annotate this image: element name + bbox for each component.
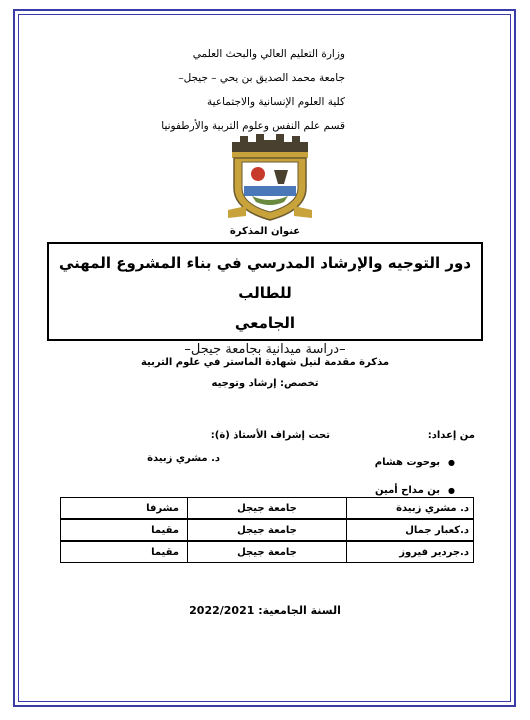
committee-member-name: د. مشري زبيدة [347,498,474,520]
faculty-line: كلية العلوم الإنسانية والاجتماعية [207,96,345,108]
thesis-title-line-2: الجامعي [234,314,296,332]
supervision-label: تحت إشراف الأستاذ (ة): [210,430,330,441]
table-row [61,519,474,541]
committee-member-university: جامعة جيجل [188,519,347,541]
table-row [61,541,474,563]
committee-member-university: جامعة جيجل [188,498,347,520]
bullet-icon: ● [448,458,455,467]
committee-member-role: مقيما [61,519,188,541]
student-name: بن مداح أمين [374,485,441,496]
committee-member-name: د.جردير فيروز [347,541,474,563]
memo-description: مذكرة مقدمة لنيل شهادة الماستر في علوم التربية [140,357,390,368]
thesis-title-line-1: دور التوجيه والإرشاد المدرسي في بناء المشروع المهني للطالب [58,254,472,302]
ministry-line: وزارة التعليم العالي والبحث العلمي [192,48,345,60]
committee-member-university: جامعة جيجل [188,541,347,563]
academic-year: السنة الجامعية: 2022/2021 [189,604,341,617]
committee-table [60,497,474,563]
institution-header [85,42,345,138]
table-row [61,498,474,520]
thesis-title-box [47,242,483,357]
prepared-by-label: من إعداد: [427,430,475,441]
thesis-subtitle: –دراسة ميدانية بجامعة جيجل– [184,342,346,357]
bullet-icon: ● [448,486,455,495]
supervisor-name: د. مشري زبيدة [147,453,220,464]
department-line: قسم علم النفس وعلوم التربية والأرطفونيا [161,120,345,132]
memo-title-label: عنوان المذكرة [229,226,301,237]
university-line: جامعة محمد الصديق بن يحي – جيجل– [178,72,345,84]
committee-member-role: مقيما [61,541,188,563]
university-emblem-icon [222,130,318,222]
specialty-line: تخصص: إرشاد وتوجيه [211,378,319,389]
committee-member-name: د.كعبار جمال [347,519,474,541]
list-item [325,449,455,477]
student-name: بوحوت هشام [374,457,441,468]
committee-member-role: مشرفا [61,498,188,520]
